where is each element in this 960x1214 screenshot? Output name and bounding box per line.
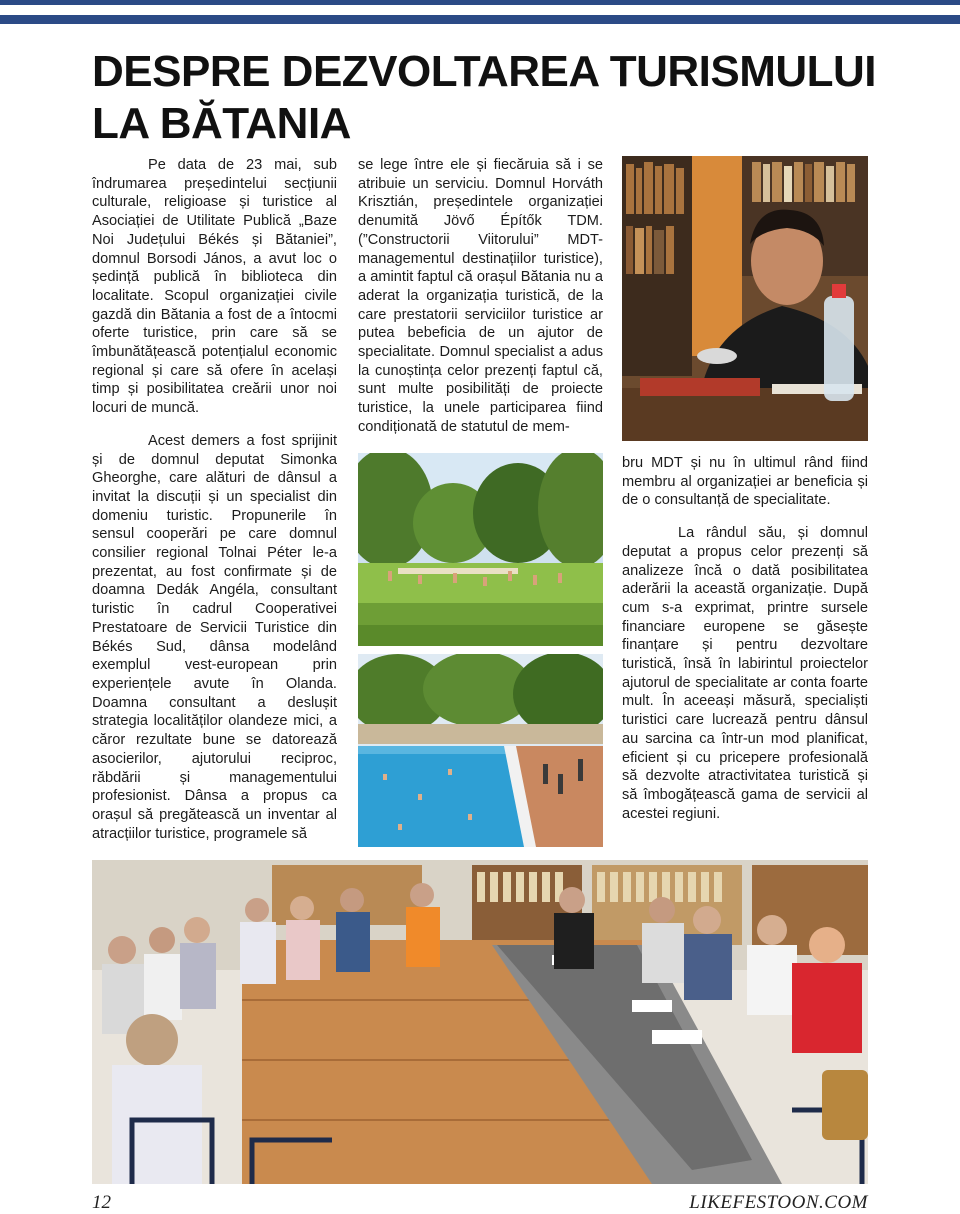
- article-title-line-2: LA BĂTANIA: [92, 99, 351, 148]
- top-rule-thin: [0, 0, 960, 5]
- swimming-pool-photo: [358, 654, 603, 847]
- top-rule-thick: [0, 15, 960, 24]
- paragraph-support: Acest demers a fost sprijinit și de domnul deputat Simonka Gheorghe, care alături de dânsul a invitat la discuții și un specialist din domeniu turistic. Propunerile în sensul cooperări pe care domnul consilier regional Tolnai Péter le-a prezentat, au fost confirmate și de doamna Dedák Angéla, consultant turistic în cadrul Cooperativei Prestatoare de Servicii Turistice din Békés Sud, dânsa modelând exemplul vest-european prin experiențele avute în Olanda. Doamna consultant a deslușit strategia localităților olandeze mici, a căror rezultate bune se datorează asocierilor, ajutorului reciproc, răbdării și managementului profesionist. Dânsa a propus ca orașul să pregătească un inventar al atracțiilor turistice, programele să: [92, 432, 337, 842]
- article-title: [92, 46, 892, 150]
- speaker-photo: [622, 156, 868, 441]
- paragraph-deputy: La rândul său, și domnul deputat a propus celor prezenți să analizeze încă o dată posibilitatea aderării la această organizație. După cum s-a exprimat, printre sursele financiare europene se găsește finanțare și pentru dezvoltare turistică, însă în labirintul proiectelor ajutorul de specialitate ar conta foarte mult. În aceeași măsură, specialiști turistici care lucrează pentru dânsul au sarcina ca într-un mod planificat, eficient și cu pricepere profesională să dezvolte atractivitatea turistică și să îmbogățească gama de servicii al acestei regiuni.: [622, 525, 868, 822]
- meeting-photo: [92, 860, 868, 1184]
- text-column-3: [622, 454, 868, 823]
- site-name: LIKEFESTOON.COM: [689, 1192, 868, 1213]
- park-lawn-photo: [358, 453, 603, 646]
- paragraph-tdm: se lege între ele și fiecăruia să i se atribuie un serviciu. Domnul Horváth Krisztián, președintele organizației denumită Jövő Építők TDM. (”Constructorii Viitorului” MDT-managementul destinațiilor turistice), a amintit faptul că orașul Bătania nu a aderat la organizația turistică, de la care prestatorii serviciilor turistice ar putea bebeficia de un ajutor de specialitate. Domnul specialist a adus la cunoștința celor prezenți faptul că, sunt multe posibilități de proiecte turistice, la unele participarea fiind condiționată de statutul de mem-: [358, 157, 603, 435]
- text-column-1: [92, 156, 337, 843]
- paragraph-membership: bru MDT și nu în ultimul rând fiind membru al organizației ar beneficia și de o consultanță de specialitate.: [622, 455, 868, 509]
- page-number: 12: [92, 1192, 111, 1213]
- article-title-line-1: DESPRE DEZVOLTAREA TURISMULUI: [92, 47, 877, 96]
- text-column-2: [358, 156, 603, 437]
- paragraph-intro: Pe data de 23 mai, sub îndrumarea președintelui secțiunii culturale, religioase și turistice al Asociației de Utilitate Publică „Baze Noi Județului Békés și Bătaniei”, domnul Borsodi János, a avut loc o ședință publică în biblioteca din localitate. Scopul organizației civile gazdă din Bătania a fost de a întocmi oferte turistice, prin care să se îmbunătățească potențialul economic regional și care să ofere în același timp și posibilitatea creării unor noi locuri de muncă.: [92, 157, 337, 417]
